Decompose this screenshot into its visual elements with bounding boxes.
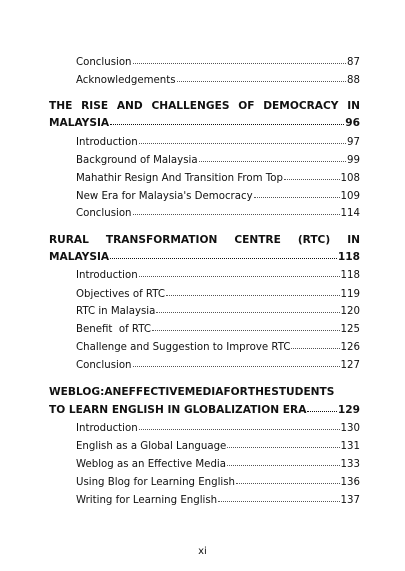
dot-leader bbox=[139, 143, 346, 144]
toc-entry-title: Using Blog for Learning English bbox=[76, 477, 236, 488]
toc-entry-page: 136 bbox=[340, 477, 360, 488]
toc-entry[interactable] bbox=[49, 208, 360, 219]
toc-entry[interactable] bbox=[49, 75, 360, 86]
toc-entry-title: Background of Malaysia bbox=[76, 155, 198, 166]
heading-word: CENTRE bbox=[234, 234, 281, 246]
dot-leader bbox=[254, 197, 340, 198]
toc-entry-page: 120 bbox=[340, 306, 360, 317]
toc-entry[interactable] bbox=[49, 57, 360, 68]
toc-entry[interactable] bbox=[49, 477, 360, 488]
chapter-heading-line1[interactable] bbox=[49, 386, 335, 398]
dot-leader bbox=[139, 276, 340, 277]
dot-leader bbox=[177, 81, 346, 82]
toc-entry[interactable] bbox=[49, 441, 360, 452]
toc-entry-page: 114 bbox=[340, 208, 360, 219]
heading-word: CHALLENGES bbox=[151, 100, 230, 112]
chapter-page: 129 bbox=[337, 404, 360, 416]
toc-entry[interactable] bbox=[49, 459, 360, 470]
toc-entry-title: Objectives of RTC bbox=[76, 289, 165, 300]
toc-entry-page: 127 bbox=[340, 360, 360, 371]
heading-word: TRANSFORMATION bbox=[105, 234, 218, 246]
toc-entry-title: Mahathir Resign And Transition From Top bbox=[76, 173, 283, 184]
heading-word: RISE bbox=[81, 100, 109, 112]
toc-entry[interactable] bbox=[49, 137, 360, 148]
toc-entry-page: 133 bbox=[340, 459, 360, 470]
heading-word: IN bbox=[347, 100, 360, 112]
toc-entry-page: 97 bbox=[347, 137, 360, 148]
dot-leader bbox=[110, 258, 337, 259]
heading-word: RURAL bbox=[49, 234, 89, 246]
toc-entry-title: Weblog as an Effective Media bbox=[76, 459, 226, 470]
toc-entry-page: 88 bbox=[347, 75, 360, 86]
dot-leader bbox=[133, 366, 340, 367]
dot-leader bbox=[307, 411, 336, 412]
toc-entry-title: Conclusion bbox=[76, 208, 132, 219]
chapter-heading-line1[interactable] bbox=[49, 100, 360, 112]
toc-entry-title: RTC in Malaysia bbox=[76, 306, 156, 317]
chapter-page: 96 bbox=[345, 117, 360, 129]
toc-entry[interactable] bbox=[49, 289, 360, 300]
toc-entry[interactable] bbox=[49, 495, 360, 506]
dot-leader bbox=[199, 161, 346, 162]
heading-word: IN bbox=[347, 234, 360, 246]
toc-entry-title: Challenge and Suggestion to Improve RTC bbox=[76, 342, 291, 353]
toc-entry-page: 109 bbox=[340, 191, 360, 202]
toc-entry[interactable] bbox=[49, 270, 360, 281]
heading-word: DEMOCRACY bbox=[263, 100, 339, 112]
dot-leader bbox=[227, 465, 340, 466]
toc-entry[interactable] bbox=[49, 360, 360, 371]
toc-entry-title: Benefit of RTC bbox=[76, 324, 152, 335]
toc-entry-page: 126 bbox=[340, 342, 360, 353]
dot-leader bbox=[284, 179, 340, 180]
toc-entry-title: Conclusion bbox=[76, 57, 132, 68]
dot-leader bbox=[236, 483, 340, 484]
chapter-page: 118 bbox=[337, 251, 360, 263]
chapter-title: TO LEARN ENGLISH IN GLOBALIZATION ERA bbox=[49, 404, 307, 416]
toc-entry-page: 87 bbox=[347, 57, 360, 68]
dot-leader bbox=[166, 295, 340, 296]
heading-word: WEBLOG: bbox=[49, 386, 105, 398]
toc-entry-page: 125 bbox=[340, 324, 360, 335]
toc-entry-page: 130 bbox=[340, 423, 360, 434]
dot-leader bbox=[133, 214, 340, 215]
dot-leader bbox=[110, 124, 344, 125]
toc-entry-page: 119 bbox=[340, 289, 360, 300]
heading-word: (RTC) bbox=[297, 234, 331, 246]
toc-entry[interactable] bbox=[49, 324, 360, 335]
chapter-title: MALAYSIA bbox=[49, 117, 110, 129]
heading-word: THE bbox=[49, 100, 73, 112]
toc-entry-page: 137 bbox=[340, 495, 360, 506]
toc-entry[interactable] bbox=[49, 306, 360, 317]
toc-entry-title: Writing for Learning English bbox=[76, 495, 218, 506]
heading-word: OF bbox=[238, 100, 255, 112]
toc-entry-title: Conclusion bbox=[76, 360, 132, 371]
dot-leader bbox=[218, 501, 339, 502]
heading-word: THE bbox=[247, 386, 272, 398]
chapter-heading-line1[interactable] bbox=[49, 234, 360, 246]
dot-leader bbox=[291, 348, 339, 349]
dot-leader bbox=[133, 63, 347, 64]
toc-entry-page: 108 bbox=[340, 173, 360, 184]
toc-entry[interactable] bbox=[49, 342, 360, 353]
toc-entry-page: 118 bbox=[340, 270, 360, 281]
page-number: xi bbox=[198, 546, 207, 557]
chapter-heading-line2[interactable] bbox=[49, 404, 360, 416]
toc-entry-page: 99 bbox=[347, 155, 360, 166]
dot-leader bbox=[227, 447, 339, 448]
toc-entry-title: Introduction bbox=[76, 137, 138, 148]
chapter-heading-line2[interactable] bbox=[49, 251, 360, 263]
toc-entry-title: English as a Global Language bbox=[76, 441, 227, 452]
heading-word: STUDENTS bbox=[271, 386, 335, 398]
toc-entry-title: Introduction bbox=[76, 423, 138, 434]
toc-entry-title: Introduction bbox=[76, 270, 138, 281]
toc-entry-title: Acknowledgements bbox=[76, 75, 176, 86]
heading-word: MEDIA bbox=[184, 386, 224, 398]
heading-word: FOR bbox=[223, 386, 248, 398]
toc-entry[interactable] bbox=[49, 423, 360, 434]
heading-word: EFFECTIVE bbox=[121, 386, 185, 398]
heading-word: AND bbox=[116, 100, 143, 112]
toc-entry[interactable] bbox=[49, 155, 360, 166]
chapter-title: MALAYSIA bbox=[49, 251, 110, 263]
toc-entry-title: New Era for Malaysia's Democracy bbox=[76, 191, 253, 202]
toc-entry[interactable] bbox=[49, 173, 360, 184]
dot-leader bbox=[152, 330, 340, 331]
toc-entry[interactable] bbox=[49, 191, 360, 202]
toc-entry-page: 131 bbox=[340, 441, 360, 452]
chapter-heading-line2[interactable] bbox=[49, 117, 360, 129]
heading-word: AN bbox=[104, 386, 122, 398]
dot-leader bbox=[139, 429, 340, 430]
dot-leader bbox=[156, 312, 339, 313]
